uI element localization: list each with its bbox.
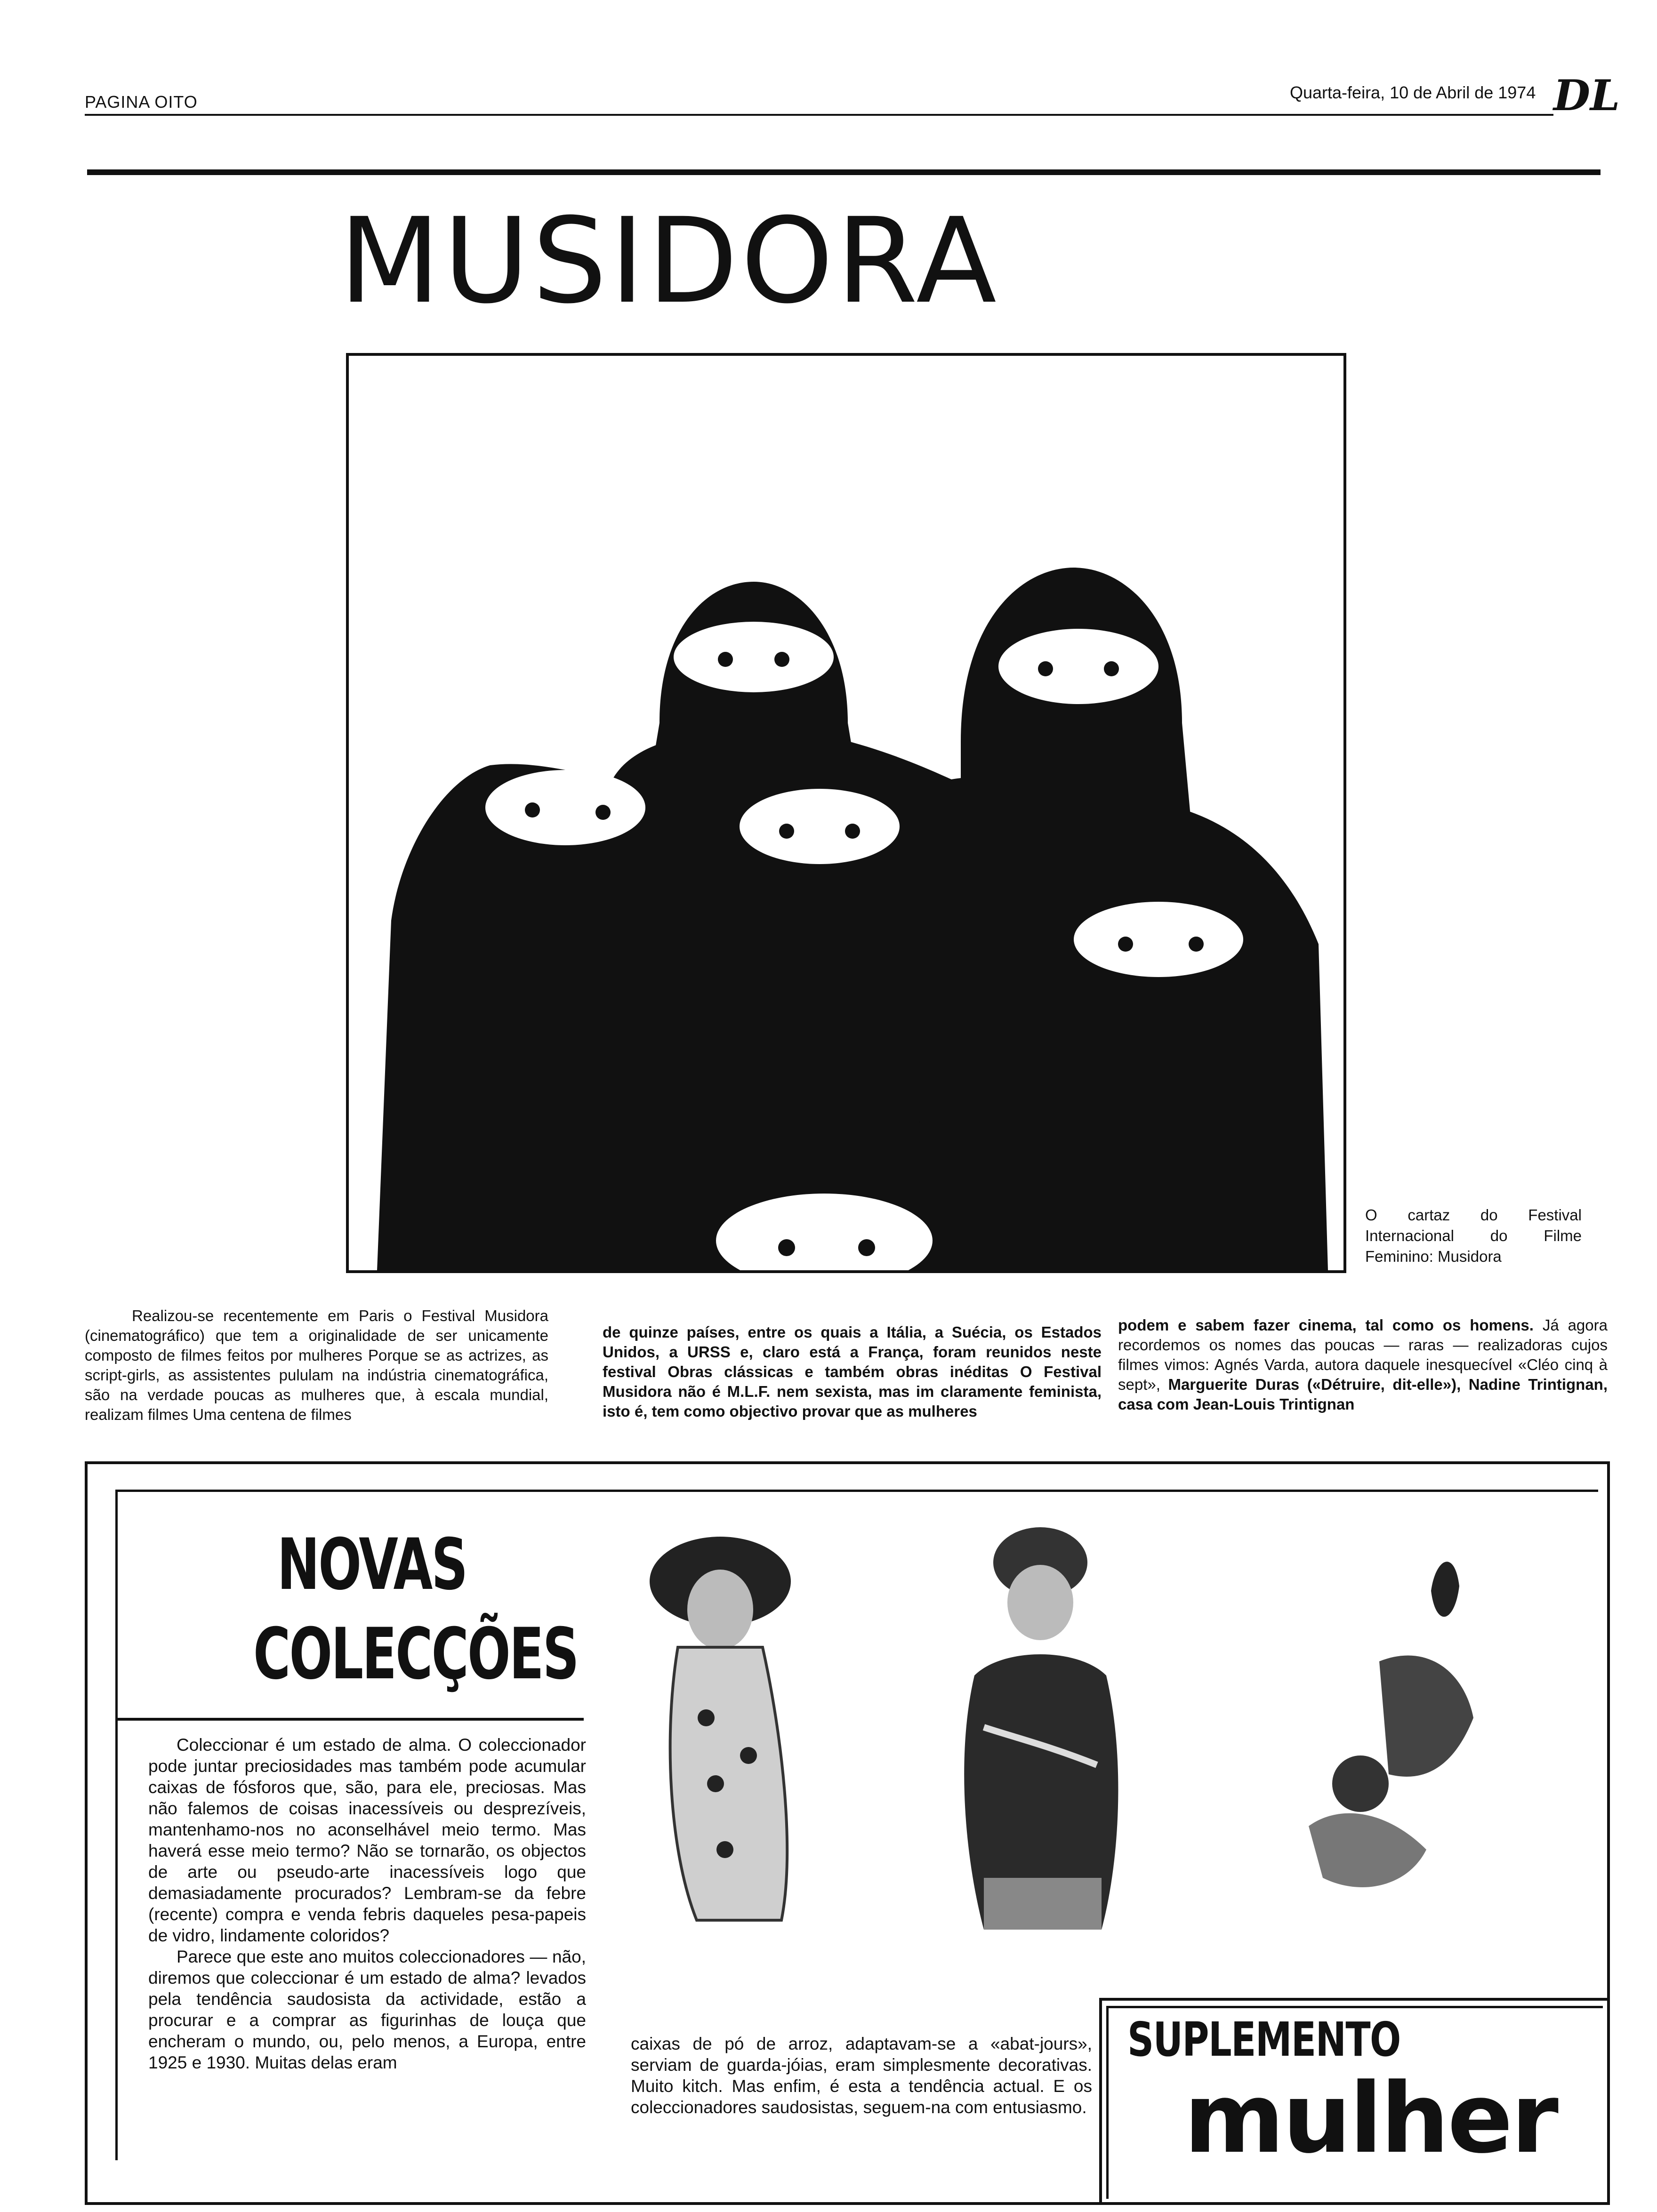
colecoes-paragraph-1: Coleccionar é um estado de alma. O coleccionador pode juntar preciosidades mas também pode acumular caixas de fósforos que, são, para ele, preciosas. Mas não falemos de coisas inacessíveis ou desprezíveis, mantenhamo-nos no aconselhável meio termo. Mas haverá esse meio termo? Não se tornarão, os objectos de arte ou pseudo-arte inacessíveis logo que demasiadamente procurados? Lembram-se da febre (recente) compra e venda febris daqueles pesa-papeis de vidro, lindamente coloridos? [148,1735,586,1945]
article-column-3-end: Marguerite Duras («Détruire, dit-elle»), Nadine Trintignan, casa com Jean-Louis Trintignan [1118,1376,1608,1413]
article-column-3-text: Já agora recordemos os nomes das poucas — raras — realizadoras cujos filmes vimos: Agnés Varda, autora daquele inesquecível «Cléo cinq à sept», [1118,1316,1608,1393]
article-column-2: de quinze países, entre os quais a Itália, a Suécia, os Estados Unidos, a URSS e, claro está a França, foram reunidos neste festival Obras clássicas e também obras inéditas O Festival Musidora não é M.L.F. nem sexista, mas im claramente feminista, isto é, tem como objectivo provar que as mulheres [603,1323,1102,1420]
colecoes-column-1 [148,1734,586,2073]
figurines-photo [626,1520,1591,1991]
colecoes-box-rule-left [115,1490,118,2160]
figurine-reclining-lady [1309,1562,1473,1887]
colecoes-box-rule [115,1490,1598,1492]
suplemento-title: SUPLEMENTO [1127,2012,1400,2067]
figurine-hat-lady [650,1537,791,1920]
article-column-3-lead: podem e sabem fazer cinema, tal como os homens. [1118,1316,1534,1334]
poster-caption: O cartaz do Festival Internacional do Filme Feminino: Musidora [1365,1206,1582,1265]
issue-date: Quarta-feira, 10 de Abril de 1974 [1290,83,1536,102]
suplemento-box-rule-left [1106,2006,1109,2199]
section-rule [87,169,1601,175]
festival-poster-image [346,353,1346,1273]
page-label: PAGINA OITO [85,92,198,112]
article-column-3 [1118,1315,1608,1414]
colecoes-paragraph-2: Parece que este ano muitos coleccionadores — não, diremos que coleccionar é um estado de alma? levados pela tendência saudosista da actividade, estão a procurar e a comprar as figurinhas de louça que encheram o mundo, ou, pelo menos, a Europa, entre 1925 e 1930. Muitas delas eram [148,1947,586,2072]
figurine-cloche-lady [964,1527,1118,1930]
colecoes-title [253,1520,578,1699]
suplemento-box-rule [1106,2006,1603,2008]
article-column-1: Realizou-se recentemente em Paris o Festival Musidora (cinematográfico) que tem a originalidade de ser unicamente composto de filmes feitos por mulheres Porque se as actrizes, as script-girls, as assistentes pululam na indústria cinematográfica, são na verdade poucas as mulheres que, à escala mundial, realizam filmes Uma centena de filmes [85,1307,548,1423]
newspaper-logo: DL [1553,71,1620,120]
colecoes-title-line-2: COLECÇÕES [253,1613,578,1695]
header-rule [85,114,1553,116]
colecoes-column-2: caixas de pó de arroz, adaptavam-se a «abat-jours», serviam de guarda-jóias, eram simplesmente decorativas. Muito kitch. Mas enfim, é esta a tendência actual. E os coleccionadores saudosistas, seguem-na com entusiasmo. [631,2034,1092,2117]
colecoes-title-rule [115,1718,584,1721]
article-title: MUSIDORA [339,192,999,329]
suplemento-subtitle: mulher [1184,2063,1557,2175]
colecoes-title-line-1: NOVAS [277,1524,467,1606]
